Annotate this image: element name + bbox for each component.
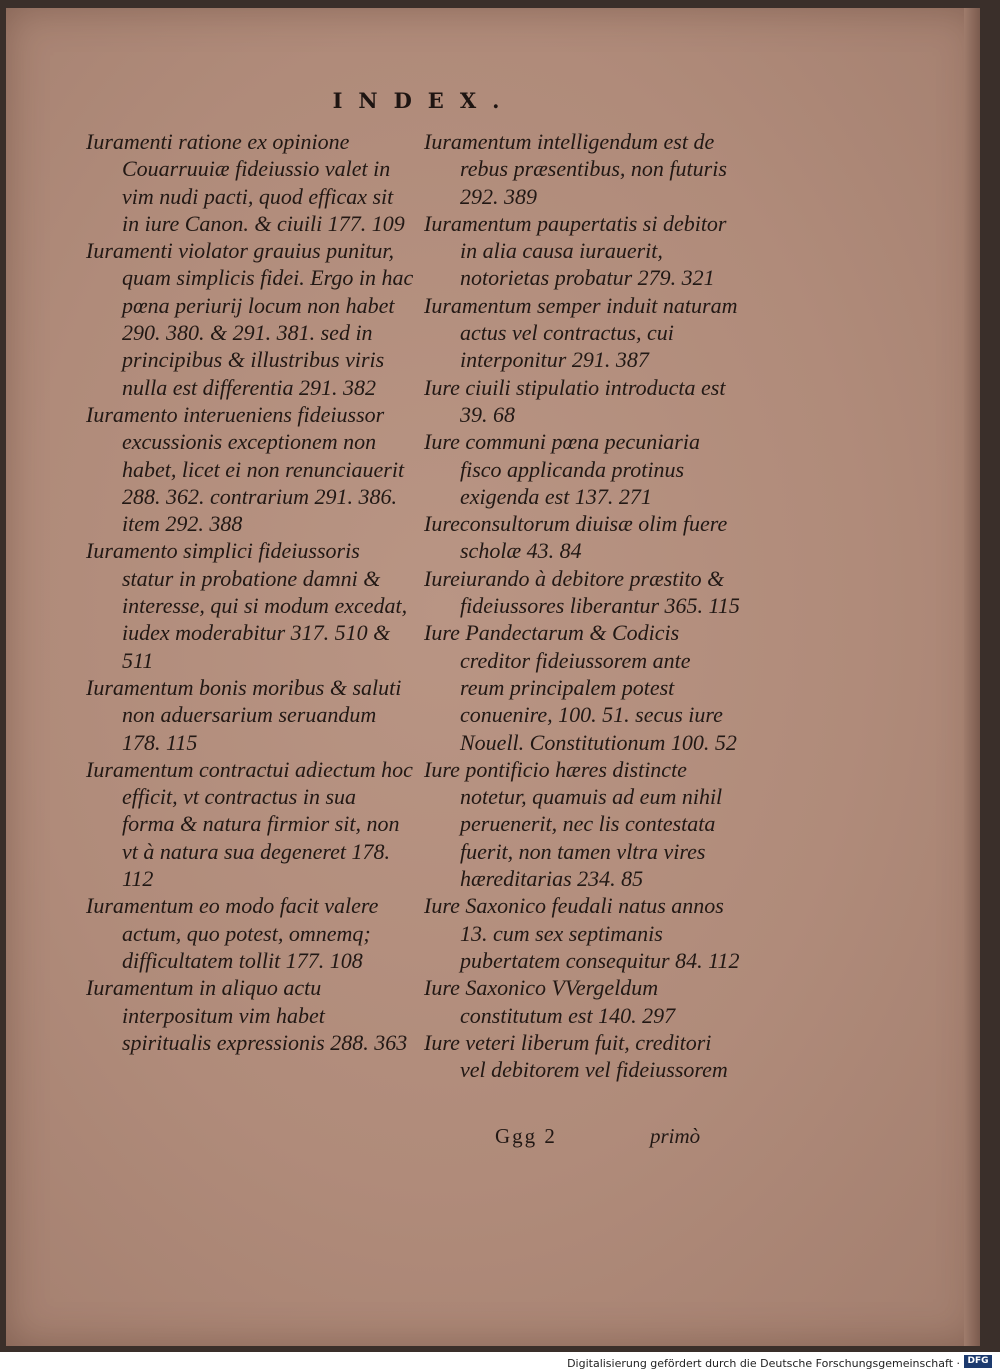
index-entry: Iure Saxonico VVergeldum constitutum est 140. 297 [424,975,676,1028]
index-column-right [424,128,740,1083]
index-entry: Iuramento interueniens fideiussor excussionis exceptionem non habet, licet ei non renunciauerit 288. 362. contrarium 291. 386. item 292. 388 [86,401,405,537]
dfg-logo: DFG [964,1355,992,1368]
index-entry: Iuramentum paupertatis si debitor in alia causa iurauerit, notorietas probatur 279. 321 [424,210,727,291]
index-entry: Iure communi pœna pecuniaria fisco applicanda protinus exigenda est 137. 271 [424,429,700,509]
index-entry: Iure ciuili stipulatio introducta est 39. 68 [424,374,726,427]
index-entry: Iuramentum contractui adiectum hoc efficit, vt contractus in sua forma & natura firmior sit, non vt à natura sua degeneret 178. 112 [86,756,413,892]
index-entry: Iure pontificio hæres distincte notetur, quamuis ad eum nihil peruenerit, nec lis contestata fuerit, non tamen vltra vires hæreditarias 234. 85 [424,756,723,892]
signature-mark: Ggg 2 [495,1124,557,1148]
page-edge-shadow [964,8,980,1346]
index-entry: Iuramenti ratione ex opinione Couarruuiæ fideiussio valet in vim nudi pacti, quod efficax sit in iure Canon. & ciuili 177. 109 [86,129,405,236]
catchword: primò [650,1124,701,1148]
index-entry: Iuramento simplici fideiussoris statur in probatione damni & interesse, qui si modum excedat, iudex moderabitur 317. 510 & 511 [86,538,408,673]
page-header-index: INDEX. [332,88,516,113]
index-column-left [86,128,414,1056]
index-entry: Iure Saxonico feudali natus annos 13. cum sex septimanis pubertatem consequitur 84. 112 [424,893,740,973]
index-entry: Iuramentum intelligendum est de rebus præsentibus, non futuris 292. 389 [424,129,727,209]
index-entry: Iure Pandectarum & Codicis creditor fideiussorem ante reum principalem potest conuenire, 100. 51. secus iure Nouell. Constitutionum 100. 52 [424,620,737,755]
index-entry: Iuramentum bonis moribus & saluti non aduersarium seruandum 178. 115 [86,674,402,755]
index-entry: Iuramentum semper induit naturam actus vel contractus, cui interponitur 291. 387 [424,292,738,373]
index-entry: Iure veteri liberum fuit, creditori vel debitorem vel fideiussorem [424,1029,728,1083]
index-entry: Iureconsultorum diuisæ olim fuere scholæ 43. 84 [424,511,728,564]
index-entry: Iuramentum in aliquo actu interpositum vim habet spiritualis expressionis 288. 363 [86,975,408,1055]
index-entry: Iureiurando à debitore præstito & fideiussores liberantur 365. 115 [424,565,740,619]
index-entry: Iuramenti violator grauius punitur, quam simplicis fidei. Ergo in hac pœna periurij locum non habet 290. 380. & 291. 381. sed in principibus & illustribus viris nulla est differentia 291. 382 [86,238,414,400]
digitization-credit: Digitalisierung gefördert durch die Deutsche Forschungsgemeinschaft · [567,1357,960,1370]
index-entry: Iuramentum eo modo facit valere actum, quo potest, omnemq; difficultatem tollit 177. 108 [86,893,379,973]
